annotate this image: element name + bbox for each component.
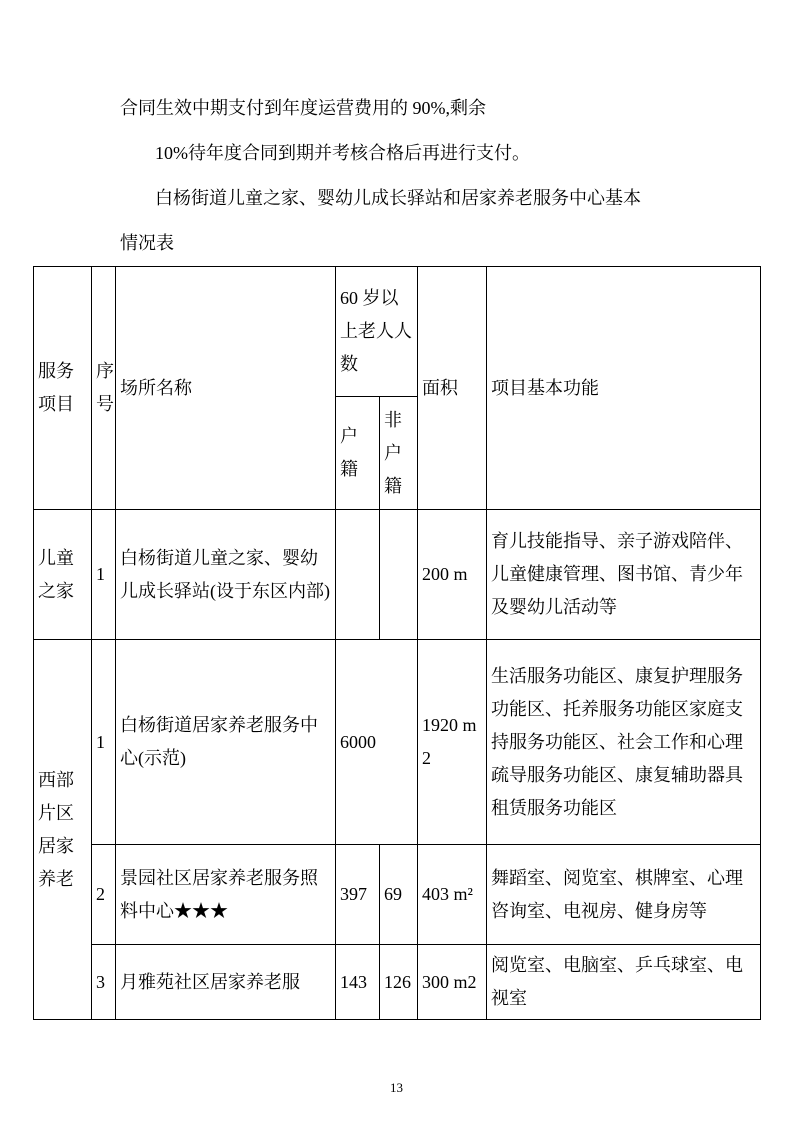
cell-category: 西部片区居家养老 xyxy=(34,640,92,1020)
cell-area: 300 m2 xyxy=(418,945,487,1020)
header-seq-no: 序号 xyxy=(92,267,116,510)
header-non-registered: 非户籍 xyxy=(380,397,418,510)
cell-seq: 3 xyxy=(92,945,116,1020)
cell-place-name: 月雅苑社区居家养老服 xyxy=(116,945,336,1020)
cell-functions: 阅览室、电脑室、乒乓球室、电视室 xyxy=(487,945,761,1020)
cell-place-name: 白杨街道居家养老服务中心(示范) xyxy=(116,640,336,845)
table-row-yueyayuan-center xyxy=(34,945,761,1020)
cell-non-registered: 69 xyxy=(380,845,418,945)
cell-registered: 397 xyxy=(336,845,380,945)
cell-non-registered: 126 xyxy=(380,945,418,1020)
table-row-west-demo-center xyxy=(34,640,761,845)
header-registered: 户籍 xyxy=(336,397,380,510)
table-header-row-top xyxy=(34,267,761,397)
table-row-children-home xyxy=(34,510,761,640)
cell-seq: 1 xyxy=(92,510,116,640)
cell-seq: 2 xyxy=(92,845,116,945)
cell-place-name: 白杨街道儿童之家、婴幼儿成长驿站(设于东区内部) xyxy=(116,510,336,640)
table-row-jingyuan-center xyxy=(34,845,761,945)
page-number: 13 xyxy=(390,1080,403,1095)
cell-area: 1920 m2 xyxy=(418,640,487,845)
header-area: 面积 xyxy=(418,267,487,510)
cell-area: 403 m² xyxy=(418,845,487,945)
cell-seq: 1 xyxy=(92,640,116,845)
cell-area: 200 m xyxy=(418,510,487,640)
cell-functions: 舞蹈室、阅览室、棋牌室、心理咨询室、电视房、健身房等 xyxy=(487,845,761,945)
cell-non-registered xyxy=(380,510,418,640)
paragraph-line-2: 10%待年度合同到期并考核合格后再进行支付。 xyxy=(155,143,530,163)
cell-category: 儿童之家 xyxy=(34,510,92,640)
cell-elderly-total: 6000 xyxy=(336,640,418,845)
cell-place-name: 景园社区居家养老服务照料中心★★★ xyxy=(116,845,336,945)
header-functions: 项目基本功能 xyxy=(487,267,761,510)
document-body xyxy=(120,0,753,266)
cell-registered: 143 xyxy=(336,945,380,1020)
table-caption-line-2: 情况表 xyxy=(120,233,174,253)
cell-registered xyxy=(336,510,380,640)
table-caption-line-1: 白杨街道儿童之家、婴幼儿成长驿站和居家养老服务中心基本 xyxy=(155,188,641,208)
cell-functions: 育儿技能指导、亲子游戏陪伴、儿童健康管理、图书馆、青少年及婴幼儿活动等 xyxy=(487,510,761,640)
paragraph-line-1: 合同生效中期支付到年度运营费用的 90%,剩余 xyxy=(120,98,486,118)
cell-functions: 生活服务功能区、康复护理服务功能区、托养服务功能区家庭支持服务功能区、社会工作和心理疏导服务功能区、康复辅助器具租赁服务功能区 xyxy=(487,640,761,845)
header-service-item: 服务项目 xyxy=(34,267,92,510)
basic-info-table xyxy=(33,266,761,1020)
header-place-name: 场所名称 xyxy=(116,267,336,510)
header-elderly-over-60: 60 岁以上老人人数 xyxy=(336,267,418,397)
